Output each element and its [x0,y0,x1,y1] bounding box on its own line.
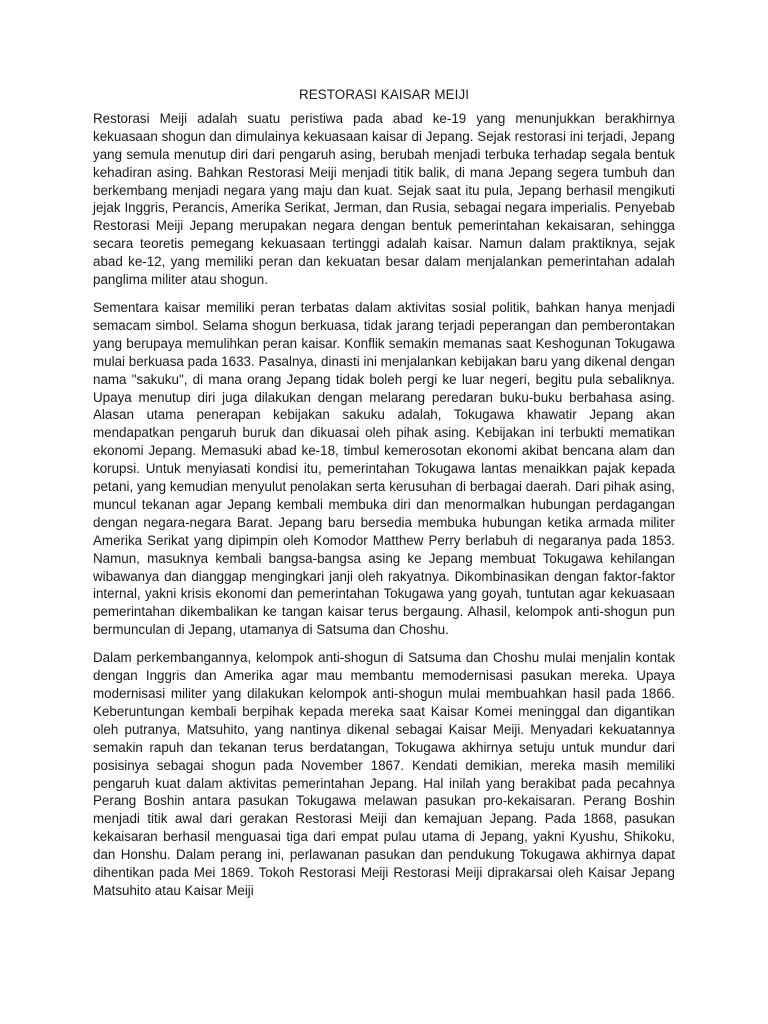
document-page [93,86,675,910]
paragraph-1: Restorasi Meiji adalah suatu peristiwa pada abad ke-19 yang menunjukkan berakhirnya kekuasaan shogun dan dimulainya kekuasaan kaisar di Jepang. Sejak restorasi ini terjadi, Jepang yang semula menutup diri dari pengaruh asing, berubah menjadi terbuka terhadap segala bentuk kehadiran asing. Bahkan Restorasi Meiji menjadi titik balik, di mana Jepang segera tumbuh dan berkembang menjadi negara yang maju dan kuat. Sejak saat itu pula, Jepang berhasil mengikuti jejak Inggris, Perancis, Amerika Serikat, Jerman, dan Rusia, sebagai negara imperialis. Penyebab Restorasi Meiji Jepang merupakan negara dengan bentuk pemerintahan kekaisaran, sehingga secara teoretis pemegang kekuasaan tertinggi adalah kaisar. Namun dalam praktiknya, sejak abad ke-12, yang memiliki peran dan kekuatan besar dalam menjalankan pemerintahan adalah panglima militer atau shogun. [93,110,675,288]
paragraph-2: Sementara kaisar memiliki peran terbatas dalam aktivitas sosial politik, bahkan hanya menjadi semacam simbol. Selama shogun berkuasa, tidak jarang terjadi peperangan dan pemberontakan yang berupaya memulihkan peran kaisar. Konflik semakin memanas saat Keshogunan Tokugawa mulai berkuasa pada 1633. Pasalnya, dinasti ini menjalankan kebijakan baru yang dikenal dengan nama "sakuku", di mana orang Jepang tidak boleh pergi ke luar negeri, begitu pula sebaliknya. Upaya menutup diri juga dilakukan dengan melarang peredaran buku-buku berbahasa asing. Alasan utama penerapan kebijakan sakuku adalah, Tokugawa khawatir Jepang akan mendapatkan pengaruh buruk dan dikuasai oleh pihak asing. Kebijakan ini terbukti mematikan ekonomi Jepang. Memasuki abad ke-18, timbul kemerosotan ekonomi akibat bencana alam dan korupsi. Untuk menyiasati kondisi itu, pemerintahan Tokugawa lantas menaikkan pajak kepada petani, yang kemudian menyulut penolakan serta kerusuhan di berbagai daerah. Dari pihak asing, muncul tekanan agar Jepang kembali membuka diri dan menormalkan hubungan perdagangan dengan negara-negara Barat. Jepang baru bersedia membuka hubungan ketika armada militer Amerika Serikat yang dipimpin oleh Komodor Matthew Perry berlabuh di negaranya pada 1853. Namun, masuknya kembali bangsa-bangsa asing ke Jepang membuat Tokugawa kehilangan wibawanya dan dianggap mengingkari janji oleh rakyatnya. Dikombinasikan dengan faktor-faktor internal, yakni krisis ekonomi dan pemerintahan Tokugawa yang goyah, tuntutan agar kekuasaan pemerintahan dikembalikan ke tangan kaisar terus bergaung. Alhasil, kelompok anti-shogun pun bermunculan di Jepang, utamanya di Satsuma dan Choshu. [93,299,675,638]
paragraph-3: Dalam perkembangannya, kelompok anti-shogun di Satsuma dan Choshu mulai menjalin kontak dengan Inggris dan Amerika agar mau membantu memodernisasi pasukan mereka. Upaya modernisasi militer yang dilakukan kelompok anti-shogun mulai membuahkan hasil pada 1866. Keberuntungan kembali berpihak kepada mereka saat Kaisar Komei meninggal dan digantikan oleh putranya, Matsuhito, yang nantinya dikenal sebagai Kaisar Meiji. Menyadari kekuatannya semakin rapuh dan tekanan terus berdatangan, Tokugawa akhirnya setuju untuk mundur dari posisinya sebagai shogun pada November 1867. Kendati demikian, mereka masih memiliki pengaruh kuat dalam aktivitas pemerintahan Jepang. Hal inilah yang berakibat pada pecahnya Perang Boshin antara pasukan Tokugawa melawan pasukan pro-kekaisaran. Perang Boshin menjadi titik awal dari gerakan Restorasi Meiji dan kemajuan Jepang. Pada 1868, pasukan kekaisaran berhasil menguasai tiga dari empat pulau utama di Jepang, yakni Kyushu, Shikoku, dan Honshu. Dalam perang ini, perlawanan pasukan dan pendukung Tokugawa akhirnya dapat dihentikan pada Mei 1869. Tokoh Restorasi Meiji Restorasi Meiji diprakarsai oleh Kaisar Jepang Matsuhito atau Kaisar Meiji [93,650,675,898]
document-title: RESTORASI KAISAR MEIJI [298,87,470,102]
